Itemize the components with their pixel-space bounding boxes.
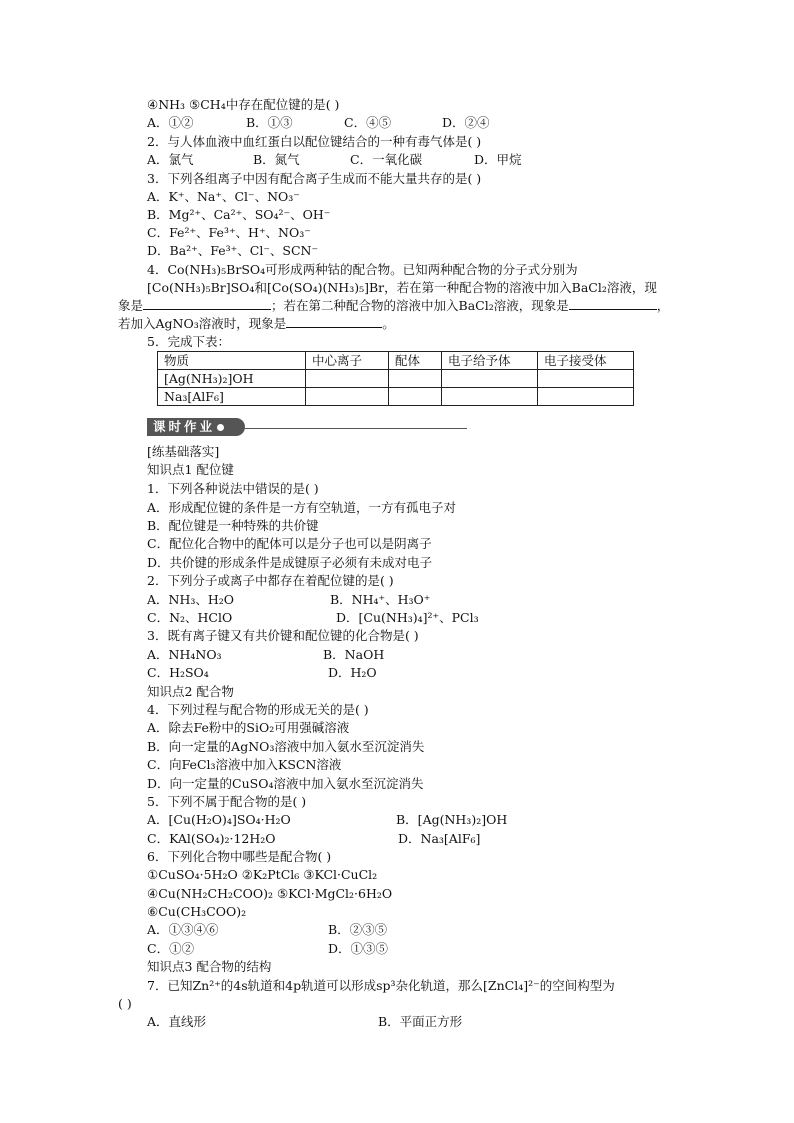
table-header-cell: 物质 [158, 352, 306, 370]
p3-option-c: C．H₂SO₄ [147, 665, 209, 680]
p5-option-a: A．[Cu(H₂O)₄]SO₄·H₂O [147, 812, 291, 827]
p4-option-b: B．向一定量的AgNO₃溶液中加入氨水至沉淀消失 [147, 739, 425, 754]
table-cell-empty[interactable] [389, 370, 442, 388]
p6-option-a: A．①③④⑥ [147, 922, 219, 937]
p4-option-a: A．除去Fe粉中的SiO₂可用强碱溶液 [147, 720, 350, 735]
q5-stem: 5．完成下表： [147, 334, 230, 349]
q4-line-3c: ， [656, 298, 670, 313]
knowledge-point-1: 知识点1 配位键 [147, 462, 234, 477]
p5-option-c: C．KAl(SO₄)₂·12H₂O [147, 831, 276, 846]
p3-stem: 3．既有离子键又有共价键和配位键的化合物是( ) [147, 628, 419, 643]
table-cell-substance: [Ag(NH₃)₂]OH [158, 370, 306, 388]
answer-blank-3[interactable] [286, 315, 382, 328]
p7-stem: 7．已知Zn²⁺的4s轨道和4p轨道可以形成sp³杂化轨道，那么[ZnCl₄]²⁻的空间构型为 [147, 978, 615, 993]
q4-line-3a: 象是 [118, 298, 144, 313]
q3-option-d: D．Ba²⁺、Fe³⁺、Cl⁻、SCN⁻ [147, 243, 319, 258]
q3-stem: 3．下列各组离子中因有配合离子生成而不能大量共存的是( ) [147, 171, 482, 186]
q1-option-d: D．②④ [442, 115, 490, 130]
p2-option-b: B．NH₄⁺、H₃O⁺ [330, 592, 431, 607]
q4-line-4a: 若加入AgNO₃溶液时，现象是 [118, 316, 287, 331]
p1-option-b: B．配位键是一种特殊的共价键 [147, 518, 319, 533]
table-header-cell: 电子给予体 [442, 352, 538, 370]
p6-items-1: ①CuSO₄·5H₂O ②K₂PtCl₆ ③KCl·CuCl₂ [147, 867, 378, 882]
p5-option-d: D．Na₃[AlF₆] [398, 831, 481, 846]
q1-option-a: A．①② [147, 115, 194, 130]
section-banner [147, 418, 467, 436]
p3-option-a: A．NH₄NO₃ [147, 647, 222, 662]
p1-option-a: A．形成配位键的条件是一方有空轨道，一方有孤电子对 [147, 500, 457, 515]
p4-option-c: C．向FeCl₃溶液中加入KSCN溶液 [147, 757, 342, 772]
table-cell-empty[interactable] [442, 370, 538, 388]
q2-option-a: A．氯气 [147, 152, 194, 167]
q4-line-1: 4．Co(NH₃)₅BrSO₄可形成两种钴的配合物。已知两种配合物的分子式分别为 [147, 262, 578, 277]
p5-option-b: B．[Ag(NH₃)₂]OH [396, 812, 508, 827]
bullet-icon [217, 424, 224, 431]
p1-option-c: C．配位化合物中的配体可以是分子也可以是阴离子 [147, 536, 432, 551]
q3-option-c: C．Fe²⁺、Fe³⁺、H⁺、NO₃⁻ [147, 225, 311, 240]
table-cell-empty[interactable] [538, 370, 634, 388]
q4-line-4 [118, 315, 395, 332]
table-row [158, 370, 634, 388]
p6-option-b: B．②③⑤ [328, 922, 388, 937]
p2-option-a: A．NH₃、H₂O [147, 592, 235, 607]
table-header-cell: 配体 [389, 352, 442, 370]
section-heading: [练基础落实] [147, 444, 220, 459]
p7-option-a: A．直线形 [147, 1014, 207, 1029]
q3-option-a: A．K⁺、Na⁺、Cl⁻、NO₃⁻ [147, 189, 300, 204]
p7-option-b: B．平面正方形 [378, 1014, 463, 1029]
p2-stem: 2．下列分子或离子中都存在着配位键的是( ) [147, 573, 394, 588]
p7-paren: ( ) [118, 996, 132, 1011]
p6-items-2: ④Cu(NH₂CH₂COO)₂ ⑤KCl·MgCl₂·6H₂O [147, 886, 393, 901]
p6-items-3: ⑥Cu(CH₃COO)₂ [147, 904, 247, 919]
q1-option-c: C．④⑤ [344, 115, 392, 130]
banner-tag [147, 418, 245, 436]
p5-stem: 5．下列不属于配合物的是( ) [147, 794, 307, 809]
knowledge-point-3: 知识点3 配合物的结构 [147, 959, 272, 974]
banner-label: 课时作业 [153, 419, 216, 434]
q2-option-b: B．氮气 [253, 152, 300, 167]
p1-stem: 1．下列各种说法中错误的是( ) [147, 481, 319, 496]
p4-option-d: D．向一定量的CuSO₄溶液中加入氨水至沉淀消失 [147, 776, 424, 791]
p6-option-c: C．①② [147, 941, 195, 956]
banner-rule [245, 428, 467, 429]
table-header-row [158, 352, 634, 370]
answer-blank-2[interactable] [569, 297, 657, 310]
table-cell-empty[interactable] [306, 388, 389, 406]
p4-stem: 4．下列过程与配合物的形成无关的是( ) [147, 702, 369, 717]
table-cell-substance: Na₃[AlF₆] [158, 388, 306, 406]
p1-option-d: D．共价键的形成条件是成键原子必须有未成对电子 [147, 555, 433, 570]
table-cell-empty[interactable] [442, 388, 538, 406]
q2-option-d: D．甲烷 [474, 152, 522, 167]
p3-option-d: D．H₂O [328, 665, 377, 680]
q1-option-b: B．①③ [246, 115, 293, 130]
q3-option-b: B．Mg²⁺、Ca²⁺、SO₄²⁻、OH⁻ [147, 207, 331, 222]
complete-table [157, 351, 634, 406]
q1-stem-tail: ④NH₃ ⑤CH₄中存在配位键的是( ) [147, 97, 340, 112]
q4-line-2: [Co(NH₃)₅Br]SO₄和[Co(SO₄)(NH₃)₅]Br，若在第一种配合物的溶液中加入BaCl₂溶液，现 [147, 280, 657, 295]
table-header-cell: 中心离子 [306, 352, 389, 370]
table-cell-empty[interactable] [389, 388, 442, 406]
p6-option-d: D．①③⑤ [328, 941, 389, 956]
table-header-cell: 电子接受体 [538, 352, 634, 370]
knowledge-point-2: 知识点2 配合物 [147, 684, 234, 699]
p6-stem: 6．下列化合物中哪些是配合物( ) [147, 849, 332, 864]
q4-line-4b: 。 [382, 316, 395, 331]
table-row [158, 388, 634, 406]
p2-option-d: D．[Cu(NH₃)₄]²⁺、PCl₃ [336, 610, 479, 625]
q2-stem: 2．与人体血液中血红蛋白以配位键结合的一种有毒气体是( ) [147, 134, 482, 149]
table-cell-empty[interactable] [306, 370, 389, 388]
answer-blank-1[interactable] [143, 297, 271, 310]
q2-option-c: C．一氧化碳 [350, 152, 423, 167]
q4-line-3b: ；若在第二种配合物的溶液中加入BaCl₂溶液，现象是 [271, 298, 569, 313]
p2-option-c: C．N₂、HClO [147, 610, 233, 625]
table-cell-empty[interactable] [538, 388, 634, 406]
p3-option-b: B．NaOH [323, 647, 385, 662]
q4-line-3 [118, 297, 669, 314]
